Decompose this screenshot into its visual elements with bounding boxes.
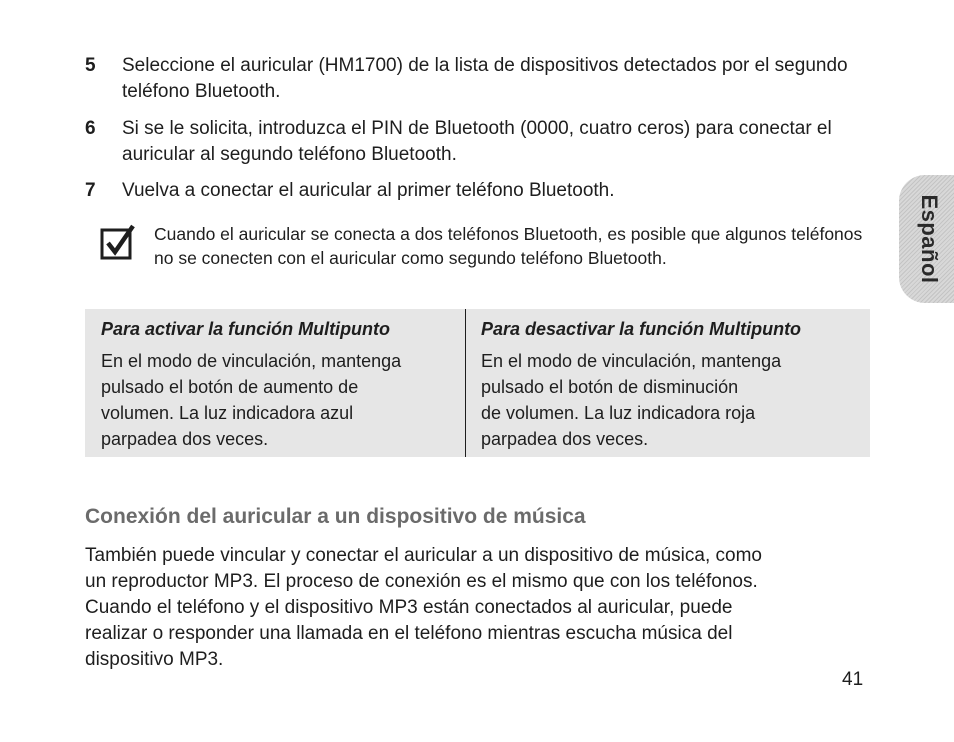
note-text: Cuando el auricular se conecta a dos teléfonos Bluetooth, es posible que algunos teléfonos no se conecten con el auricular como segundo teléfono Bluetooth. — [154, 224, 863, 268]
section-heading: Conexión del auricular a un dispositivo de música — [85, 505, 586, 528]
step-6 — [85, 116, 875, 168]
table-column-deactivate — [466, 309, 870, 457]
multipoint-table — [85, 309, 870, 457]
column-body: En el modo de vinculación, mantenga pulsado el botón de aumento de volumen. La luz indicadora azul parpadea dos veces. — [101, 351, 402, 449]
column-heading: Para activar la función Multipunto — [101, 319, 391, 339]
step-number: 6 — [85, 118, 96, 139]
step-number: 5 — [85, 55, 96, 76]
step-text: Si se le solicita, introduzca el PIN de Bluetooth (0000, cuatro ceros) para conectar el auricular al segundo teléfono Bluetooth. — [122, 118, 832, 165]
step-text: Vuelva a conectar el auricular al primer teléfono Bluetooth. — [122, 180, 615, 201]
table-column-activate — [85, 309, 465, 457]
section-paragraph: También puede vincular y conectar el auricular a un dispositivo de música, como un reproductor MP3. El proceso de conexión es el mismo que con los teléfonos. Cuando el teléfono y el dispositivo MP3 están conectados al auricular, puede realizar o responder una llamada en el teléfono mientras escucha música del dispositivo MP3. — [85, 545, 762, 670]
column-body: En el modo de vinculación, mantenga pulsado el botón de disminución de volumen. La luz indicadora roja parpadea dos veces. — [481, 351, 782, 449]
step-number: 7 — [85, 180, 96, 201]
checkbox-check-icon — [100, 224, 136, 260]
step-7 — [85, 178, 875, 204]
step-text: Seleccione el auricular (HM1700) de la lista de dispositivos detectados por el segundo teléfono Bluetooth. — [122, 55, 848, 102]
language-tab — [899, 175, 954, 303]
step-5 — [85, 53, 875, 105]
column-heading: Para desactivar la función Multipunto — [481, 319, 802, 339]
language-tab-label: Español — [917, 194, 942, 284]
page-number: 41 — [842, 669, 864, 690]
